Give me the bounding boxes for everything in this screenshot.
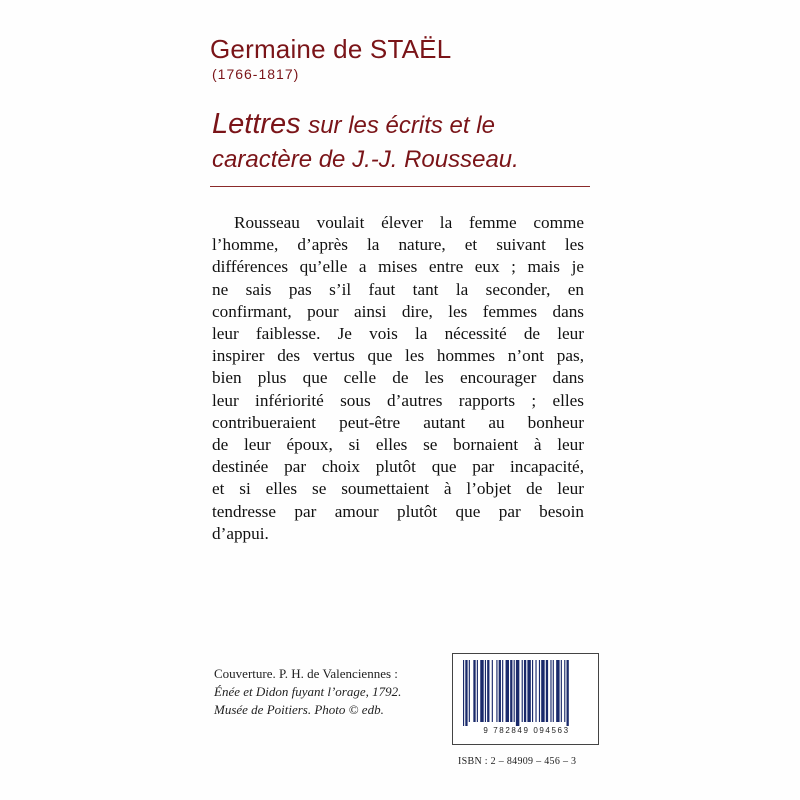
barcode-bar	[561, 660, 562, 722]
barcode-bar	[564, 660, 565, 722]
barcode-bar	[480, 660, 483, 722]
excerpt-line: bien plus que celle de les encourager dans	[212, 368, 584, 388]
barcode-bar	[524, 660, 526, 722]
isbn-number: ISBN : 2 – 84909 – 456 – 3	[458, 756, 577, 767]
cover-credit-line-2: Énée et Didon fuyant l’orage, 1792.	[214, 684, 402, 699]
excerpt-line: de leur époux, si elles se bornaient à leur	[212, 435, 584, 455]
barcode-bar	[553, 660, 554, 722]
barcode-bar	[473, 660, 475, 722]
barcode-bar	[463, 660, 464, 726]
barcode-bar	[510, 660, 512, 722]
barcode-bar	[556, 660, 559, 722]
excerpt-line: leur faiblesse. Je vois la nécessité de leur	[212, 324, 584, 344]
cover-credit-line-1: Couverture. P. H. de Valenciennes :	[214, 666, 398, 681]
barcode-bar	[541, 660, 544, 722]
excerpt-line: et si elles se soumettaient à l’objet de leur	[212, 479, 584, 499]
barcode-bar	[469, 660, 470, 722]
book-title-lead: Lettres	[212, 108, 301, 140]
barcode	[452, 653, 599, 745]
barcode-bar	[522, 660, 523, 722]
excerpt-line: ne sais pas s’il faut tant la seconder, en	[212, 279, 584, 299]
excerpt-line: différences qu’elle a mises entre eux ; mais je	[212, 257, 584, 277]
barcode-bar	[567, 660, 569, 726]
excerpt-line: destinée par choix plutôt que par incapacité,	[212, 457, 584, 477]
barcode-bar	[477, 660, 478, 722]
barcode-bar	[539, 660, 540, 722]
excerpt-line: confirmant, pour ainsi dire, les femmes dans	[212, 301, 584, 321]
barcode-bar	[527, 660, 530, 722]
book-title-rest: sur les écrits et le	[308, 112, 495, 139]
barcode-bar	[502, 660, 503, 722]
excerpt-line: inspirer des vertus que les hommes n’ont pas,	[212, 346, 584, 366]
excerpt-line: contribueraient peut-être autant au bonheur	[212, 412, 584, 432]
excerpt-line: Rousseau voulait élever la femme comme	[234, 213, 584, 232]
cover-credit-line-3: Musée de Poitiers. Photo © edb.	[214, 702, 384, 717]
barcode-bar	[514, 660, 515, 722]
cover-credit	[214, 665, 454, 719]
barcode-bar	[535, 660, 536, 722]
author-name: Germaine de STAËL	[210, 34, 452, 64]
barcode-bar	[496, 660, 497, 722]
barcode-bar	[546, 660, 548, 722]
excerpt-line: l’homme, d’après la nature, et suivant les	[212, 235, 584, 255]
barcode-bar	[465, 660, 467, 726]
barcode-bar	[492, 660, 493, 722]
barcode-bar	[532, 660, 533, 722]
barcode-bar	[550, 660, 551, 722]
excerpt-paragraph	[212, 212, 584, 545]
barcode-bar	[499, 660, 501, 722]
barcode-digits: 9 782849 094563	[483, 726, 570, 735]
excerpt-line: tendresse par amour plutôt que par besoin	[212, 501, 584, 521]
book-title-line-2: caractère de J.-J. Rousseau.	[212, 146, 519, 173]
book-title-line-1	[212, 108, 495, 141]
excerpt-line: leur infériorité sous d’autres rapports ; elles	[212, 390, 584, 410]
title-divider	[210, 186, 590, 187]
barcode-bar	[487, 660, 489, 722]
barcode-bar	[506, 660, 509, 722]
barcode-bar	[516, 660, 519, 726]
author-dates: (1766-1817)	[212, 66, 300, 82]
excerpt-line: d’appui.	[212, 523, 269, 543]
barcode-bar	[485, 660, 486, 722]
